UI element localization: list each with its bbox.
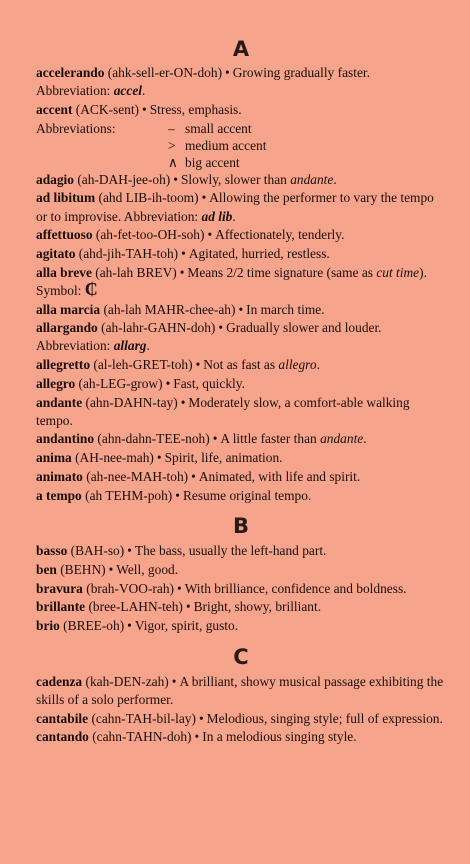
entry-definition: Vigor, spirit, gusto. (134, 618, 239, 634)
glossary-entry (36, 542, 446, 560)
glossary-entry (36, 487, 446, 505)
entry-definition: Bright, showy, brilliant. (193, 599, 322, 615)
accent-symbol-icon: – (168, 120, 175, 136)
entry-definition: Fast, quickly. (173, 375, 245, 391)
glossary-entry (36, 710, 446, 728)
entry-emphasis: ad lib (201, 208, 233, 224)
glossary-entry (36, 101, 446, 119)
entry-definition: Animated, with life and spirit. (198, 468, 361, 484)
entry-definition: With brilliance, confidence and boldness. (184, 580, 407, 596)
bullet-separator: • (165, 375, 171, 391)
entry-pronunciation: (bree-LAHN-teh) (88, 599, 183, 615)
entry-pronunciation: (ahn-dahn-TEE-noh) (97, 431, 210, 447)
glossary-content (36, 0, 446, 747)
entry-emphasis: andante (320, 431, 364, 447)
entry-definition: Agitated, hurried, restless. (188, 245, 330, 261)
accent-abbreviation-row (36, 120, 446, 137)
entry-pronunciation: (ah-LEG-grow) (78, 375, 163, 391)
accent-description: big accent (185, 154, 240, 170)
entry-pronunciation: (ah-lahr-GAHN-doh) (101, 320, 216, 336)
accent-abbreviation-row (36, 154, 446, 171)
bullet-separator: • (238, 301, 244, 317)
entry-pronunciation: (ahd-jih-TAH-toh) (78, 245, 179, 261)
entry-definition: The bass, usually the left-hand part. (134, 543, 327, 559)
entry-term: allegretto (36, 357, 91, 373)
glossary-entry (36, 598, 446, 616)
entry-emphasis: allarg (113, 338, 147, 354)
entry-term: anima (36, 450, 72, 466)
entry-emphasis: allegro (278, 357, 317, 373)
entry-definition: Gradually slower and louder. Abbreviation: (36, 320, 382, 354)
entry-term: cantabile (36, 710, 89, 726)
entry-pronunciation: (brah-VOO-rah) (86, 580, 174, 596)
entry-pronunciation: (ah-nee-MAH-toh) (86, 468, 189, 484)
entry-emphasis: accel (113, 83, 142, 99)
entry-definition: A brilliant, showy musical passage exhibiting the skills of a solo performer. (36, 673, 444, 707)
glossary-entry (36, 394, 446, 430)
entry-emphasis: andante (290, 171, 334, 187)
entry-definition: Stress, emphasis. (149, 101, 242, 117)
entry-definition: Moderately slow, a comfort-able walking tempo. (36, 394, 410, 428)
section-letter-heading: B (232, 514, 249, 539)
entry-definition: In march time. (246, 301, 325, 317)
entry-term: agitato (36, 245, 76, 261)
entry-definition: Not as fast as (203, 357, 279, 373)
entry-pronunciation: (ah-lah BREV) (95, 264, 177, 280)
bullet-separator: • (142, 101, 147, 117)
entry-term: brillante (36, 599, 86, 615)
bullet-separator: • (185, 599, 191, 615)
entry-definition: Growing gradually faster. Abbreviation: (36, 65, 370, 99)
glossary-entry (36, 64, 446, 100)
entry-pronunciation: (ah-fet-too-OH-soh) (95, 227, 205, 243)
entry-pronunciation: (cahn-TAHN-doh) (92, 729, 192, 745)
bullet-separator: • (181, 245, 186, 261)
entry-term: andantino (36, 431, 95, 447)
section-letter-heading: C (233, 644, 249, 669)
entry-term: basso (36, 543, 68, 559)
entry-term: animato (36, 468, 83, 484)
glossary-entry (36, 301, 446, 319)
entry-pronunciation: (BREE-oh) (63, 618, 125, 634)
bullet-separator: • (179, 264, 185, 280)
entry-definition: Allowing the performer to vary the tempo or to improvise. Abbreviation: (36, 190, 434, 224)
abbreviations-label: Abbreviations: (36, 120, 116, 136)
entry-term: ad libitum (36, 190, 96, 206)
accent-symbol-icon: > (168, 137, 176, 153)
entry-definition: Spirit, life, animation. (164, 450, 283, 466)
bullet-separator: • (127, 618, 132, 634)
bullet-separator: • (171, 673, 177, 689)
accent-description: small accent (185, 120, 252, 136)
entry-pronunciation: (BAH-so) (70, 543, 125, 559)
entry-pronunciation: (cahn-TAH-bil-lay) (91, 710, 196, 726)
entry-definition: In a melodious singing style. (202, 729, 357, 745)
glossary-entry (36, 673, 446, 709)
bullet-separator: • (108, 561, 114, 577)
bullet-separator: • (176, 580, 182, 596)
entry-definition: A little faster than (220, 431, 321, 447)
entry-tail: . (141, 83, 146, 99)
entry-term: allegro (36, 375, 76, 391)
bullet-separator: • (180, 394, 186, 410)
entry-term: accelerando (36, 65, 105, 80)
entry-term: brio (36, 618, 60, 634)
entry-tail: . (333, 171, 337, 187)
entry-term: cadenza (36, 673, 83, 689)
entry-term: bravura (36, 580, 83, 596)
glossary-entry (36, 319, 446, 355)
entry-pronunciation: (BEHN) (60, 561, 106, 577)
entry-term: ben (36, 561, 57, 577)
entry-term: cantando (36, 729, 89, 745)
entry-pronunciation: (ahn-DAHN-tay) (85, 394, 178, 410)
glossary-entry (36, 189, 446, 225)
bullet-separator: • (191, 468, 196, 484)
entry-term: alla breve (36, 264, 92, 280)
entry-pronunciation: (AH-nee-mah) (75, 450, 154, 466)
bullet-separator: • (194, 729, 200, 745)
entry-definition: Well, good. (116, 561, 179, 577)
entry-definition: Melodious, singing style; full of expression. (206, 710, 443, 726)
entry-definition: Affectionately, tenderly. (215, 227, 345, 243)
entry-term: affettuoso (36, 227, 93, 243)
entry-tail: . (363, 431, 367, 447)
bullet-separator: • (127, 543, 132, 559)
bullet-separator: • (195, 357, 201, 373)
glossary-entry (36, 264, 446, 300)
glossary-entry (36, 226, 446, 244)
bullet-separator: • (212, 431, 218, 447)
bullet-separator: • (207, 227, 213, 243)
bullet-separator: • (173, 171, 178, 187)
entry-term: a tempo (36, 487, 82, 503)
entry-pronunciation: (kah-DEN-zah) (85, 673, 169, 689)
entry-definition: Means 2/2 time signature (same as (187, 264, 377, 280)
entry-pronunciation: (ahd LIB-ih-toom) (98, 190, 199, 206)
entry-tail: . (316, 357, 320, 373)
entry-tail: ). Symbol: (36, 264, 427, 298)
entry-definition: Slowly, slower than (180, 171, 291, 187)
glossary-entry (36, 617, 446, 635)
entry-pronunciation: (al-leh-GRET-toh) (93, 357, 193, 373)
entry-pronunciation: (ah-DAH-jee-oh) (77, 171, 171, 187)
entry-term: alla marcia (36, 301, 101, 317)
entry-term: accent (36, 101, 73, 117)
accent-abbreviation-row (36, 137, 446, 154)
entry-emphasis: cut time (376, 264, 420, 280)
entry-pronunciation: (ACK-sent) (75, 101, 140, 117)
entry-tail: . (232, 208, 236, 224)
glossary-entry (36, 430, 446, 448)
glossary-entry (36, 375, 446, 393)
entry-definition: Resume original tempo. (182, 487, 312, 503)
glossary-entry (36, 728, 446, 746)
entry-term: andante (36, 394, 83, 410)
glossary-entry (36, 449, 446, 467)
entry-term: adagio (36, 171, 74, 187)
accent-symbol-icon: ∧ (168, 154, 178, 170)
bullet-separator: • (198, 710, 204, 726)
cut-time-icon: ₵ (84, 278, 98, 299)
bullet-separator: • (201, 190, 207, 206)
entry-term: allargando (36, 320, 98, 336)
bullet-separator: • (175, 487, 180, 503)
entry-pronunciation: (ah-lah MAHR-chee-ah) (103, 301, 236, 317)
abbreviations-label (36, 154, 168, 171)
entry-pronunciation: (ah TEHM-poh) (85, 487, 173, 503)
glossary-entry (36, 171, 446, 189)
glossary-entry (36, 580, 446, 598)
glossary-entry (36, 245, 446, 263)
bullet-separator: • (218, 320, 224, 336)
section-letter-heading: A (232, 37, 250, 61)
glossary-entry (36, 561, 446, 579)
bullet-separator: • (156, 450, 162, 466)
entry-tail: . (146, 338, 150, 354)
bullet-separator: • (225, 65, 230, 80)
glossary-entry (36, 356, 446, 374)
abbreviations-label (36, 137, 168, 154)
glossary-entry (36, 468, 446, 486)
accent-description: medium accent (185, 137, 267, 153)
entry-pronunciation: (ahk-sell-er-ON-doh) (107, 65, 223, 80)
